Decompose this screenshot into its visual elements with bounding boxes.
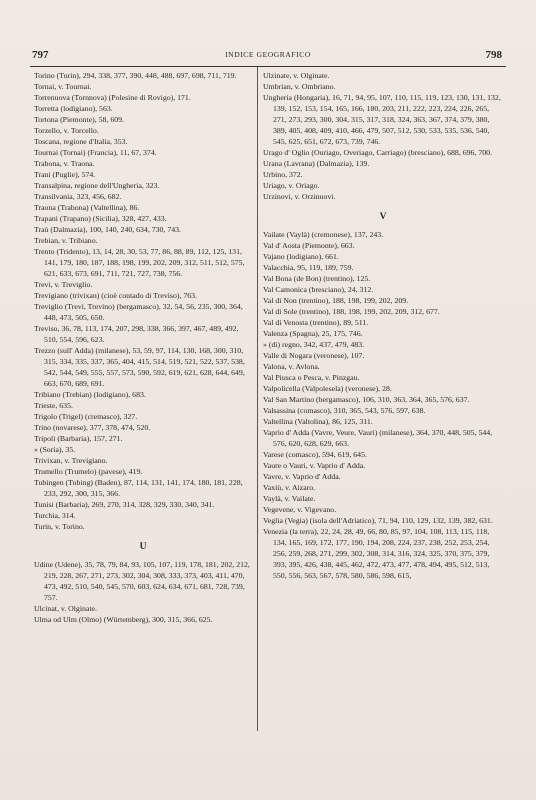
index-entry: Vaprio d' Adda (Vavre, Veure, Vauri) (milanese), 364, 370, 448, 505, 544, 576, 620, 628, 629, 663. bbox=[263, 428, 493, 448]
index-entry: Vaure o Vauri, v. Vaprio d' Adda. bbox=[263, 461, 366, 470]
index-entry: Torretta (lodigiano), 563. bbox=[34, 104, 113, 113]
index-entry: Trevi, v. Treviglio. bbox=[34, 280, 93, 289]
index-entry: Vajano (lodigiano), 661. bbox=[263, 252, 339, 261]
left-column bbox=[34, 70, 252, 625]
index-entry: Tripoli (Barbaria), 157, 271. bbox=[34, 434, 123, 443]
index-entry: Trivixan, v. Trevigiano. bbox=[34, 456, 108, 465]
index-entry: Valsassina (comasco), 310, 365, 543, 576, 597, 638. bbox=[263, 406, 426, 415]
index-entry: Trebian, v. Tribiano. bbox=[34, 236, 98, 245]
index-entry: Ulcinat, v. Olginate. bbox=[34, 604, 97, 613]
index-entry: Tornai, v. Tournai. bbox=[34, 82, 92, 91]
index-entry: Valtellina (Valtolina), 86, 125, 311. bbox=[263, 417, 373, 426]
running-title: INDICE GEOGRAFICO bbox=[225, 50, 311, 59]
index-entry: » (Soria), 35. bbox=[34, 445, 76, 454]
index-entry: Treviglio (Trevi, Trevino) (bergamasco), 32, 54, 56, 235, 300, 364, 448, 473, 505, 650. bbox=[34, 302, 243, 322]
index-entry: Transilvania, 323, 456, 682. bbox=[34, 192, 122, 201]
index-entry: Trieste, 635. bbox=[34, 401, 73, 410]
index-entry: Val Bona (de Bon) (trentino), 125. bbox=[263, 274, 371, 283]
index-entry: Val San Martino (bergamasco), 106, 310, 363, 364, 365, 576, 637. bbox=[263, 395, 470, 404]
index-entry: Valenza (Spagna), 25, 175, 746. bbox=[263, 329, 363, 338]
index-entry: Umbrian, v. Ombriano. bbox=[263, 82, 336, 91]
index-entry: Ungheria (Hongaria), 16, 71, 94, 95, 107, 110, 115, 119, 123, 130, 131, 132, 139, 152, 153, 154, 165, 166, 180, 203, 211, 222, 223, 224, 226, 265, 271, 273, 293, 300, 304, 315, 317, 318, 324, 363, 367, 374, 379, 380, 389, 405, 408, 409, 410, 466, 479, 507, 512, 530, 533, 535, 536, 540, 545, 625, 651, 672, 673, 739, 746. bbox=[263, 93, 501, 146]
index-entry: Vavre, v. Vaprio d' Adda. bbox=[263, 472, 341, 481]
index-entry: Udine (Udene), 35, 78, 79, 84, 93, 105, 107, 119, 178, 181, 202, 212, 219, 228, 267, 271, 273, 302, 304, 308, 333, 373, 403, 411, 470, 473, 492, 510, 540, 545, 570, 603, 624, 634, 671, 681, 728, 739, 757. bbox=[34, 560, 250, 602]
index-entry: Varese (comasco), 594, 619, 645. bbox=[263, 450, 367, 459]
index-entry: Trino (novarese), 377, 378, 474, 520. bbox=[34, 423, 151, 432]
index-entry: Valona, v. Avlona. bbox=[263, 362, 320, 371]
page-number-right: 798 bbox=[485, 49, 502, 61]
index-entry: Ulma od Ulm (Olmo) (Würtemberg), 300, 315, 366, 625. bbox=[34, 615, 213, 624]
index-entry: Trabona, v. Traona. bbox=[34, 159, 95, 168]
index-entry: Trevigiano (trivixan) (cioè contado di Treviso), 763. bbox=[34, 291, 197, 300]
index-entry: » (di) regno, 342, 437, 479, 483. bbox=[263, 340, 365, 349]
index-entry: Treviso, 36, 78, 113, 174, 207, 298, 338, 366, 397, 467, 489, 492, 510, 554, 596, 623. bbox=[34, 324, 239, 344]
index-entry: Tournai (Tornai) (Francia), 11, 67, 374. bbox=[34, 148, 157, 157]
index-entry: Venezia (la terra), 22, 24, 28, 49, 66, 80, 85, 97, 104, 108, 113, 115, 118, 134, 165, 169, 172, 177, 190, 194, 208, 224, 237, 238, 252, 253, 254, 256, 259, 268, 271, 299, 302, 308, 314, 316, 324, 325, 370, 375, 379, 393, 395, 426, 438, 445, 462, 472, 473, 477, 478, 494, 495, 512, 513, 550, 556, 563, 567, 578, 580, 586, 598, 615, bbox=[263, 527, 490, 580]
index-entry: Tubingen (Tubing) (Baden), 87, 114, 131, 141, 174, 180, 181, 228, 233, 292, 300, 315, 366. bbox=[34, 478, 243, 498]
index-entry: Toscana, regione d'Italia, 353. bbox=[34, 137, 128, 146]
index-entry: Urbino, 372. bbox=[263, 170, 303, 179]
page-number-left: 797 bbox=[32, 49, 49, 61]
index-entry: Vailate (Vaylà) (cremonese), 137, 243. bbox=[263, 230, 384, 239]
index-entry: Trapani (Trapano) (Sicilia), 328, 427, 433. bbox=[34, 214, 167, 223]
index-entry: Trumello (Trumelo) (pavese), 419. bbox=[34, 467, 143, 476]
index-entry: Traona (Trabona) (Valtellina), 86. bbox=[34, 203, 140, 212]
index-entry: Trento (Tridento), 13, 14, 28, 30, 53, 77, 86, 88, 89, 112, 125, 131, 141, 179, 180, 187, 188, 198, 199, 202, 209, 312, 511, 512, 575, 621, 633, 673, 691, 711, 721, 727, 738, 756. bbox=[34, 247, 245, 278]
index-entry: Torrenuova (Tornnova) (Polesine di Rovigo), 171. bbox=[34, 93, 191, 102]
right-entry-list bbox=[263, 70, 503, 202]
index-entry: Traù (Dalmazia), 100, 140, 240, 634, 730, 743. bbox=[34, 225, 181, 234]
index-entry: Vegevene, v. Vigevano. bbox=[263, 505, 337, 514]
index-entry: Vaxiù, v. Aizaro. bbox=[263, 483, 316, 492]
index-entry: Tribiano (Trebian) (lodigiano), 683. bbox=[34, 390, 146, 399]
index-entry: Val Piusca o Pesca, v. Pinzgau. bbox=[263, 373, 360, 382]
right-entry-list-v bbox=[263, 229, 503, 581]
index-entry: Val di Venosta (trentino), 89, 511. bbox=[263, 318, 369, 327]
index-entry: Urana (Lavrana) (Dalmazia), 139. bbox=[263, 159, 370, 168]
index-entry: Turin, v. Torino. bbox=[34, 522, 85, 531]
index-entry: Torino (Turin), 294, 338, 377, 390, 448, 488, 697, 698, 711, 719. bbox=[34, 71, 237, 80]
index-entry: Val Camonica (bresciano), 24, 312. bbox=[263, 285, 374, 294]
section-letter-u: U bbox=[139, 542, 147, 552]
index-entry: Transalpina, regione dell'Ungheria, 323. bbox=[34, 181, 160, 190]
header-rule bbox=[30, 66, 506, 67]
right-column bbox=[263, 70, 503, 581]
index-entry: Trezzo (sull' Adda) (milanese), 53, 59, 97, 114, 130, 168, 300, 310, 315, 334, 335, 337, 365, 404, 415, 514, 519, 521, 522, 537, 538, 542, 544, 549, 555, 557, 573, 590, 592, 619, 621, 628, 644, 649, 663, 670, 689, 691. bbox=[34, 346, 245, 388]
index-entry: Valpolicella (Valpolesela) (veronese), 28. bbox=[263, 384, 392, 393]
page-header bbox=[0, 49, 536, 63]
index-entry: Val d' Aosta (Piemonte), 663. bbox=[263, 241, 355, 250]
column-divider bbox=[257, 67, 258, 731]
left-entry-list bbox=[34, 70, 252, 532]
index-entry: Valle di Nogara (veronese), 107. bbox=[263, 351, 365, 360]
index-entry: Val di Sole (trentino), 188, 198, 199, 202, 209, 312, 677. bbox=[263, 307, 440, 316]
index-entry: Urzinovi, v. Orzinuovi. bbox=[263, 192, 336, 201]
index-entry: Torzello, v. Torcello. bbox=[34, 126, 99, 135]
index-entry: Valacchia, 95, 119, 189, 759. bbox=[263, 263, 354, 272]
index-entry: Uriago, v. Oriago. bbox=[263, 181, 320, 190]
index-entry: Tunisi (Barbaria), 269, 270, 314, 328, 329, 330, 340, 341. bbox=[34, 500, 215, 509]
index-entry: Vaylà, v. Vailate. bbox=[263, 494, 316, 503]
index-entry: Val di Non (trentino), 188, 198, 199, 202, 209. bbox=[263, 296, 409, 305]
index-entry: Trigolo (Trigel) (cremasco), 327. bbox=[34, 412, 138, 421]
section-letter-v: V bbox=[379, 212, 387, 222]
index-entry: Turchia, 314. bbox=[34, 511, 76, 520]
index-entry: Ulzinate, v. Olginate. bbox=[263, 71, 330, 80]
index-entry: Trani (Puglie), 574. bbox=[34, 170, 96, 179]
index-entry: Urago d' Oglio (Ouriago, Overiago, Carriago) (bresciano), 688, 696, 700. bbox=[263, 148, 492, 157]
left-entry-list-u bbox=[34, 559, 252, 625]
index-entry: Veglia (Vegia) (isola dell'Adriatico), 71, 94, 110, 129, 132, 139, 382, 631. bbox=[263, 516, 493, 525]
index-entry: Tortona (Piemonte), 58, 609. bbox=[34, 115, 124, 124]
